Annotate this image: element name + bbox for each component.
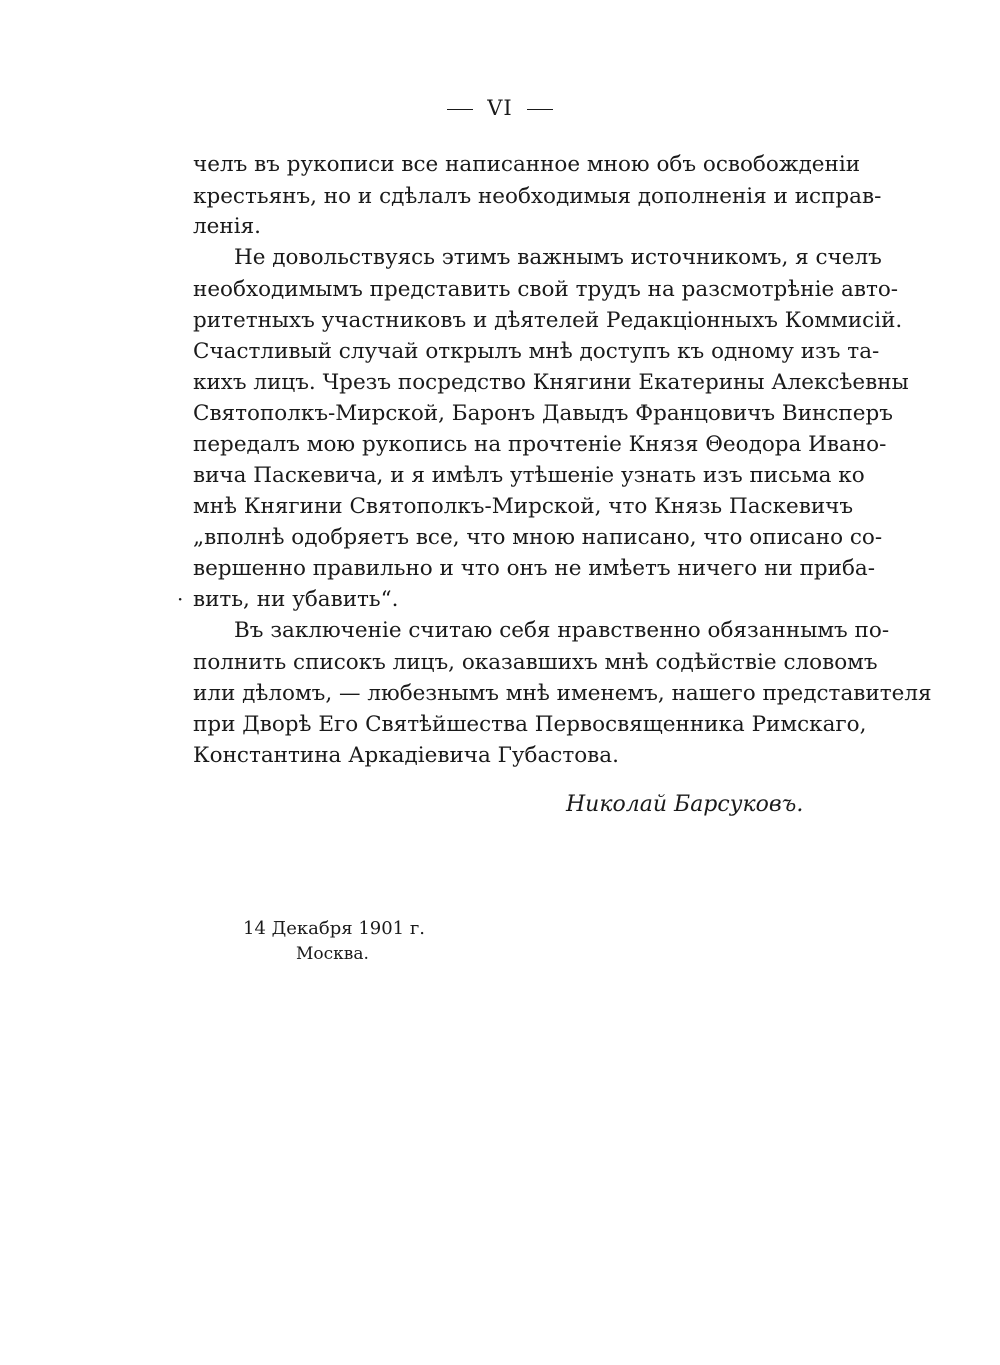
text-line: вить, ни убавить“.	[193, 587, 399, 612]
date-line: 14 Декабря 1901 г.	[243, 918, 426, 939]
text-line: вича Паскевича, и я имѣлъ утѣшеніе узнать изъ письма ко	[193, 463, 865, 488]
text-line: челъ въ рукописи все написанное мною объ освобожденіи	[193, 152, 861, 177]
text-line: при Дворѣ Его Святѣйшества Первосвященника Римскаго,	[193, 712, 867, 737]
text-line: необходимымъ представить свой трудъ на разсмотрѣніе авто-	[193, 277, 899, 302]
place-line: Москва.	[296, 944, 369, 964]
text-line: Счастливый случай открылъ мнѣ доступъ къ одному изъ та-	[193, 339, 880, 364]
text-line: вершенно правильно и что онъ не имѣетъ ничего ни приба-	[193, 556, 876, 581]
text-line: или дѣломъ, — любезнымъ мнѣ именемъ, нашего представителя	[193, 681, 932, 706]
header-dash-right	[527, 109, 553, 110]
text-line: ритетныхъ участниковъ и дѣятелей Редакціонныхъ Коммисій.	[193, 308, 903, 333]
text-line: Константина Аркадіевича Губастова.	[193, 743, 619, 768]
header-dash-left	[447, 109, 473, 110]
text-line: Не довольствуясь этимъ важнымъ источникомъ, я счелъ	[234, 245, 882, 270]
text-line: ленія.	[193, 214, 261, 239]
text-line: передалъ мою рукопись на прочтеніе Князя Θеодора Ивано-	[193, 432, 887, 457]
text-line: Въ заключеніе считаю себя нравственно обязаннымъ по-	[234, 618, 890, 643]
text-line: кихъ лицъ. Чрезъ посредство Княгини Екатерины Алексѣевны	[193, 370, 909, 395]
text-line: крестьянъ, но и сдѣлалъ необходимыя дополненія и исправ-	[193, 184, 882, 209]
page-number: VI	[487, 96, 513, 120]
page-number-header	[0, 96, 1000, 120]
text-line: Святополкъ-Мирской, Баронъ Давыдъ Францовичъ Винсперъ	[193, 401, 893, 426]
text-line: мнѣ Княгини Святополкъ-Мирской, что Князь Паскевичъ	[193, 494, 854, 519]
text-line: полнить списокъ лицъ, оказавшихъ мнѣ содѣйствіе словомъ	[193, 650, 878, 675]
text-line: „вполнѣ одобряетъ все, что мною написано, что описано со-	[193, 525, 883, 550]
margin-mark: ·	[177, 587, 184, 611]
author-signature: Николай Барсуковъ.	[566, 792, 804, 817]
